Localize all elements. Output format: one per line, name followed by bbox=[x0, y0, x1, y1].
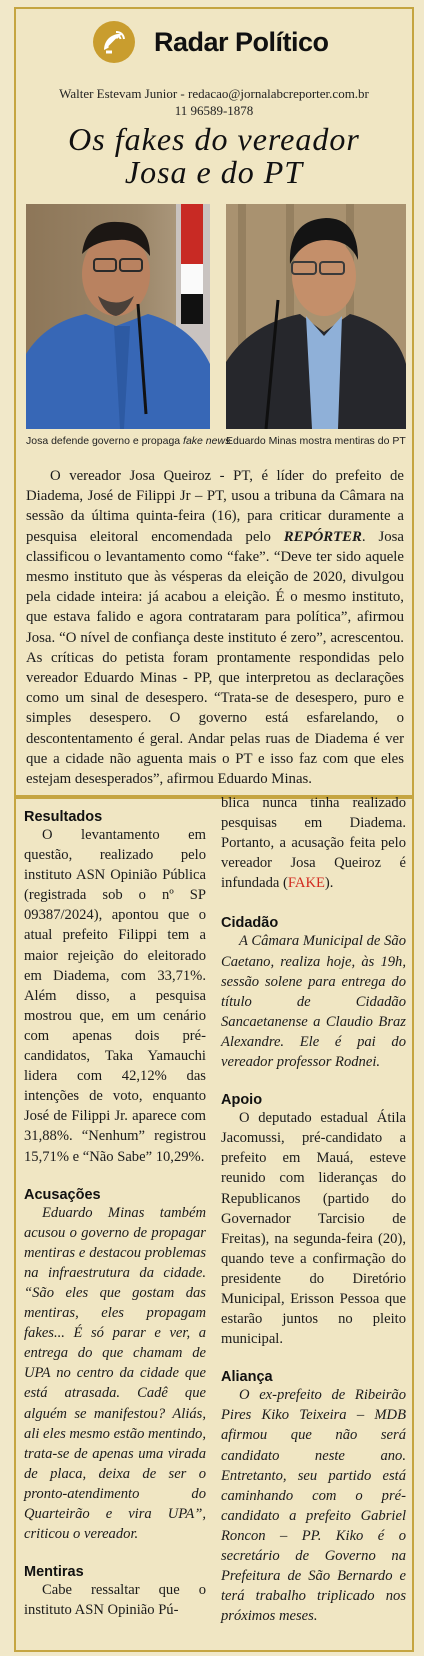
author-contact: Walter Estevam Junior - redacao@jornalabcreporter.com.br bbox=[59, 86, 369, 101]
notes-box bbox=[14, 797, 414, 1652]
main-article-box bbox=[14, 7, 414, 797]
column-header bbox=[16, 19, 412, 65]
author-byline bbox=[16, 85, 412, 119]
caption-text: Josa defende governo e propaga bbox=[26, 435, 184, 447]
section-text-apoio: O deputado estadual Átila Jacomussi, pré-candidato a prefeito em Mauá, esteve reunido com lideranças do Republicanos (partido do Governador Tarcisio de Freitas), na segunda-feira (20), quando teve a confirmação do presidente do Diretório Municipal, Erisson Pessoa que estarão juntos no pleito municipal. bbox=[221, 1110, 406, 1348]
headline-line-1: Os fakes do vereador bbox=[68, 121, 360, 157]
section-title-mentiras: Mentiras bbox=[24, 1564, 84, 1581]
caption-italic: fake news bbox=[183, 435, 231, 447]
section-title-apoio: Apoio bbox=[221, 1092, 263, 1109]
column-title: Radar Político bbox=[154, 27, 329, 57]
lead-emphasis: REPÓRTER bbox=[283, 528, 362, 545]
section-title-resultados: Resultados bbox=[24, 809, 103, 825]
lead-text-continued: . Josa classificou o levantamento como “fake”. “Deve ter sido aquele mesmo instituto que às vésperas da eleição de 2020, divulgou pela cidade inteira: já acabou a eleição. É o mesmo instituto, que estava falido e agora contrataram para política”, afirmou Josa. “O nível de confiança deste instituto é zero”, acrescentou. As críticas do petista foram prontamente respondidas pelo vereador Eduardo Minas - PP, que interpretou as declarações como um sinal de desespero. “Trata-se de desespero, puro e simples desespero. O governo está esfarelando, o descontentamento é geral. Andar pelas ruas de Diadema é ver que a cidade não aguenta mais o PT e isso faz com que eles estejam desesperados”, afirmou Eduardo Minas. bbox=[26, 528, 404, 788]
section-text-acusacoes: Eduardo Minas também acusou o governo de propagar mentiras e destacou problemas na infraestrutura da cidade. “São eles que gostam das mentiras, eles propagam fakes... É só parar e ver, a entrega do que chamam de UPA no centro da cidade que está atrasada. Cadê que alguém se manifestou? Aliás, ali eles mesmo estão mentindo, trata-se de apenas uma virada de placa, deixa de ser o pronto-atendimento do Quarteirão e vira UPA”, criticou o vereador. bbox=[24, 1204, 206, 1543]
section-title-acusacoes: Acusações bbox=[24, 1186, 101, 1203]
right-column bbox=[221, 793, 406, 1626]
lead-paragraph bbox=[26, 466, 404, 789]
fake-label: FAKE bbox=[287, 875, 325, 892]
headline-line-2: Josa e do PT bbox=[124, 154, 304, 190]
continued-text-part: blica nunca tinha realizado pesquisas em Diadema. Portanto, a acusação feita pelo vereador Josa Queiroz é infundada ( bbox=[221, 795, 406, 892]
section-text-cidadao: A Câmara Municipal de São Caetano, realiza hoje, às 19h, sessão solene para entrega do título de Cidadão Sancaetanense a Claudio Braz Alexandre. Ele é pai do vereador professor Rodnei. bbox=[221, 933, 406, 1071]
photo-caption-right: Eduardo Minas mostra mentiras do PT bbox=[226, 435, 406, 447]
section-title-alianca: Aliança bbox=[221, 1369, 273, 1386]
author-phone: 11 96589-1878 bbox=[174, 103, 254, 118]
continued-text-end: ). bbox=[324, 875, 334, 892]
photo-eduardo-minas bbox=[226, 204, 406, 429]
photo-caption-left bbox=[26, 435, 230, 447]
photo-josa bbox=[26, 204, 210, 429]
section-text-alianca: O ex-prefeito de Ribeirão Pires Kiko Teixeira – MDB afirmou que não será candidato neste ano. Entretanto, seu partido está caminhando com o pré-candidato a prefeito Gabriel Roncon – PP. Kiko é o secretário de Governo na Prefeitura de São Bernardo e terá trabalho triplicado nos próximos meses. bbox=[221, 1387, 406, 1625]
article-headline bbox=[16, 123, 412, 189]
left-column bbox=[24, 809, 206, 1620]
lead-text: O vereador Josa Queiroz - PT, é líder do prefeito de Diadema, José de Filippi Jr – PT, usou a tribuna da Câmara na sessão da última quinta-feira (16), para criticar duramente a pesquisa eleitoral encomendada pelo bbox=[26, 468, 404, 545]
satellite-dish-icon bbox=[93, 21, 135, 63]
section-text-mentiras: Cabe ressaltar que o instituto ASN Opinião Pú- bbox=[24, 1582, 206, 1619]
section-title-cidadao: Cidadão bbox=[221, 915, 279, 932]
continued-text bbox=[221, 793, 406, 893]
section-text-resultados: O levantamento em questão, realizado pelo instituto ASN Opinião Pública (registrada sob o nº SP 09387/2024), apontou que o atual prefeito Filippi tem a maior rejeição do eleitorado em Diadema, com 33,71%. Além disso, a pesquisa mostrou que, em um cenário com apenas dois pré-candidatos, Taka Yamauchi lidera com 42,12% das intenções de voto, enquanto José de Filippi Jr. aparece com 31,88%. “Nenhum” registrou 15,71% e “Não Sabe” 10,29%. bbox=[24, 827, 206, 1165]
